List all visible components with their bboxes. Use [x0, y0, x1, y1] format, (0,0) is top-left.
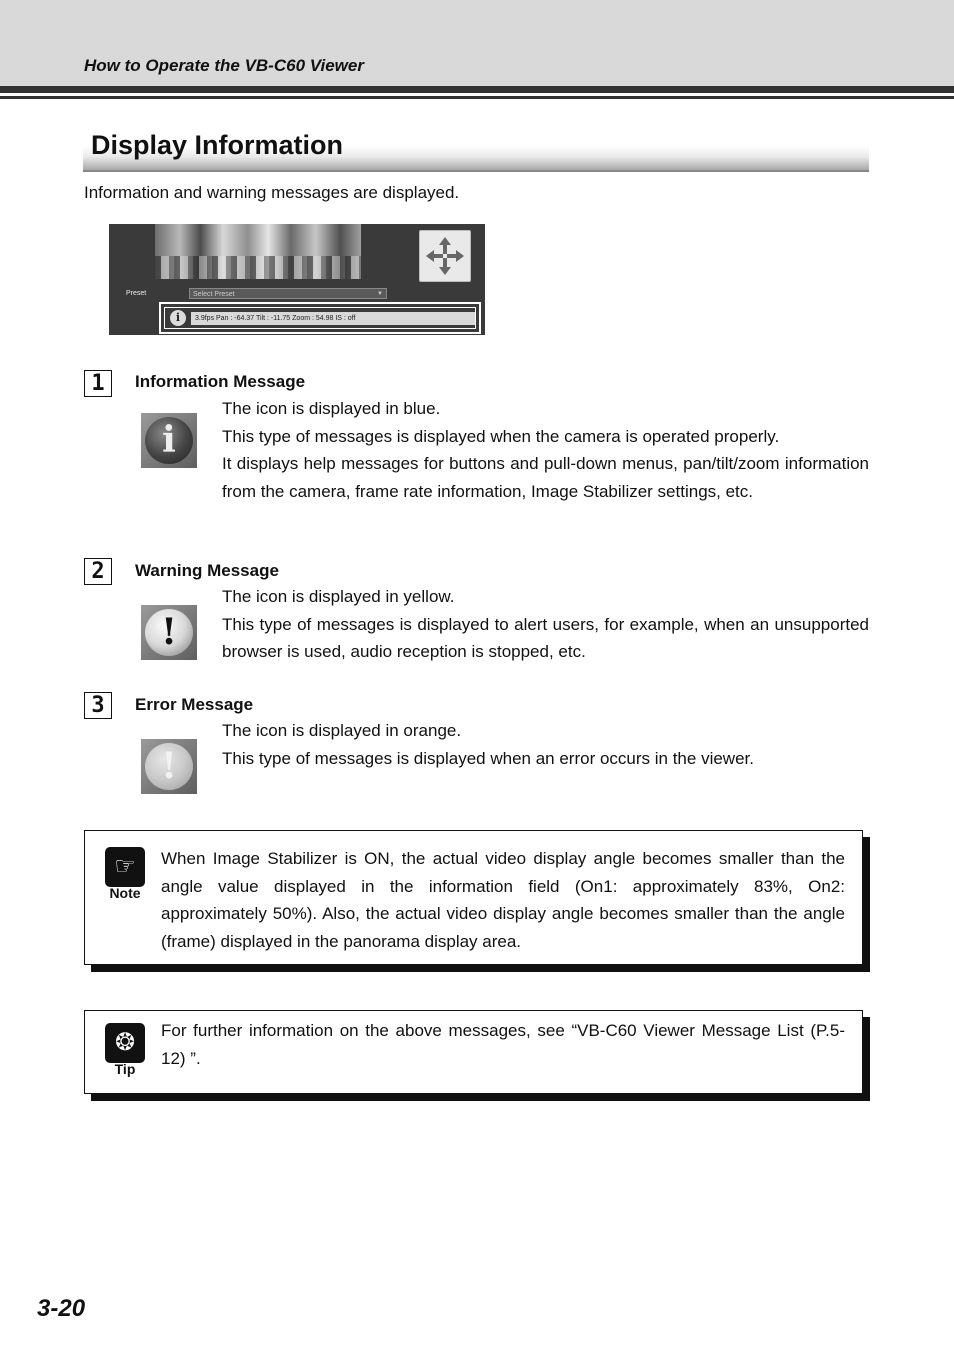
info-icon: i	[141, 413, 197, 468]
item-line: The icon is displayed in yellow.	[222, 587, 455, 606]
warning-icon: !	[141, 605, 197, 660]
information-field-inner	[164, 307, 476, 329]
error-icon: !	[141, 739, 197, 794]
chevron-down-icon: ▼	[377, 291, 383, 297]
intro-text: Information and warning messages are displayed.	[84, 183, 460, 202]
item-number-box: 2	[84, 558, 112, 585]
item-line: This type of messages is displayed when the camera is operated properly.	[222, 426, 780, 446]
item-description	[222, 395, 869, 505]
information-field	[159, 302, 481, 334]
viewer-screenshot-figure	[109, 224, 485, 335]
item-description	[222, 583, 869, 666]
page-header	[0, 0, 954, 86]
tip-box	[84, 1010, 863, 1094]
page-number: 3-20	[37, 1295, 86, 1322]
header-rule-thin	[0, 96, 954, 99]
section-title-bar	[83, 127, 869, 172]
preset-label: Preset	[126, 290, 147, 297]
item-line: It displays help messages for buttons and pull-down menus, pan/tilt/zoom information from the camera, frame rate information, Image Stabilizer settings, etc.	[222, 454, 869, 501]
note-label: Note	[109, 885, 141, 901]
tip-text: For further information on the above messages, see “VB-C60 Viewer Message List (P.5-12) ”.	[161, 1021, 845, 1068]
item-heading: Warning Message	[135, 561, 279, 580]
item-line: The icon is displayed in blue.	[222, 399, 441, 418]
running-header-title: How to Operate the VB-C60 Viewer	[84, 56, 364, 75]
info-icon: i	[170, 310, 186, 326]
section-title: Display Information	[91, 130, 344, 160]
item-line: This type of messages is displayed when an error occurs in the viewer.	[222, 748, 754, 768]
item-heading: Information Message	[135, 372, 306, 391]
item-heading: Error Message	[135, 695, 254, 714]
header-rule	[0, 86, 954, 93]
lightbulb-icon: ❂	[105, 1023, 145, 1063]
preset-select	[189, 288, 387, 299]
information-text: 3.9fps Pan : -64.37 Tilt : -11.75 Zoom : 54.98 IS : off	[191, 312, 475, 325]
item-description	[222, 717, 869, 772]
item-line: This type of messages is displayed to alert users, for example, when an unsupported browser is used, audio reception is stopped, etc.	[222, 614, 869, 661]
note-box	[84, 830, 863, 965]
panorama-image	[155, 224, 361, 279]
item-line: The icon is displayed in orange.	[222, 721, 462, 740]
preset-select-value: Select Preset	[193, 291, 235, 298]
tip-label: Tip	[114, 1061, 136, 1077]
item-number-box: 3	[84, 692, 112, 719]
move-arrows-button	[419, 230, 471, 282]
item-number-box: 1	[84, 370, 112, 397]
move-arrows-icon	[420, 231, 470, 281]
pointing-hand-icon: ☞	[105, 847, 145, 887]
note-text: When Image Stabilizer is ON, the actual video display angle becomes smaller than the angle value displayed in the information field (On1: approximately 83%, On2: approximately 50%). Also, the actual video display angle becomes smaller than the angle (frame) displayed in the panorama display area.	[161, 849, 845, 951]
